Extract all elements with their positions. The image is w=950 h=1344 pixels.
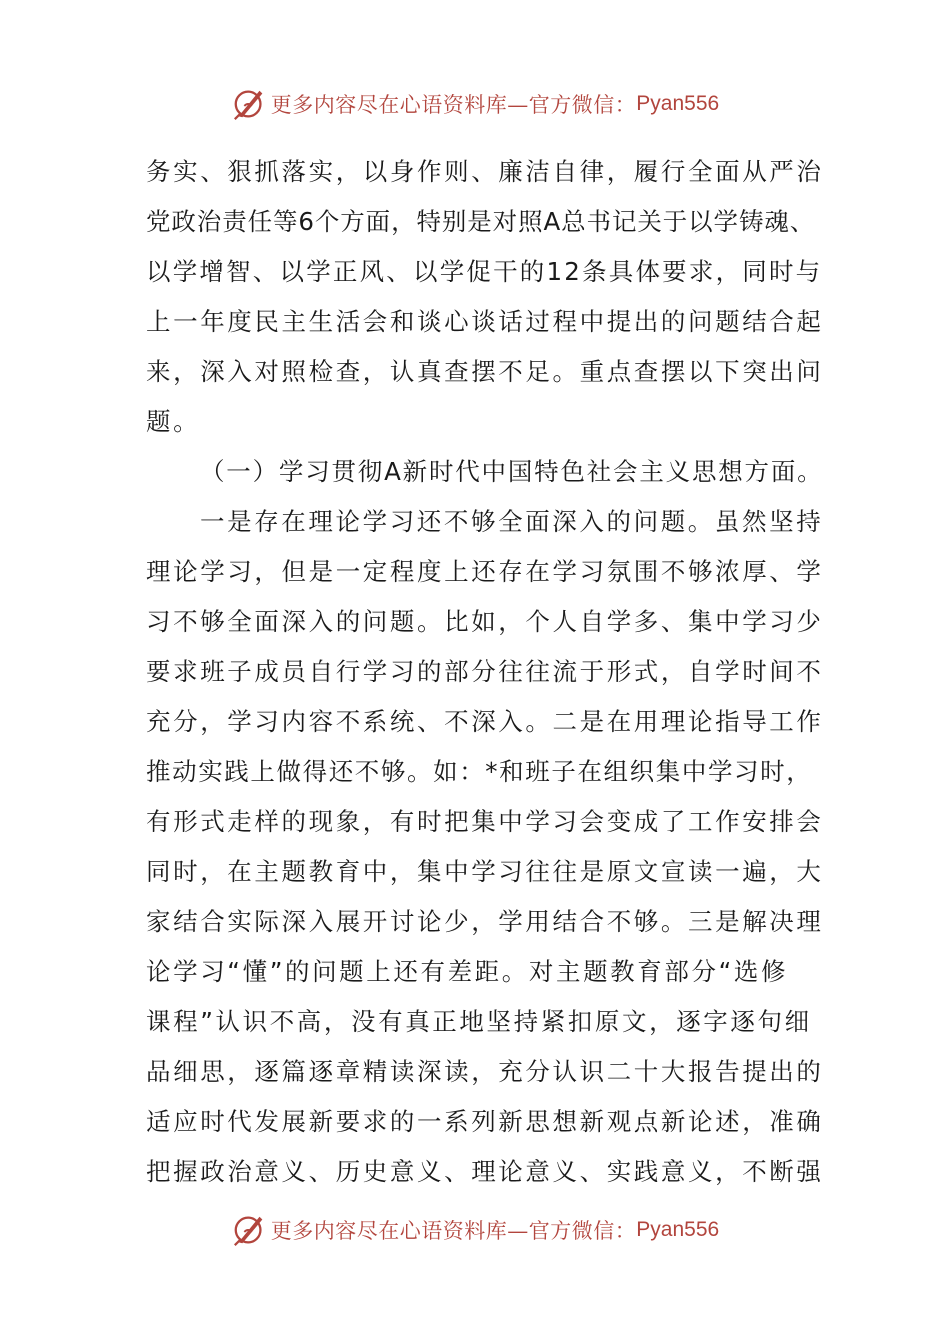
banner-text: 更多内容尽在心语资料库—官方微信： [270, 93, 637, 117]
header-watermark-banner [0, 84, 950, 124]
section-heading: （一）学习贯彻A新时代中国特色社会主义思想方面。 [200, 457, 824, 486]
text-line: 有形式走样的现象，有时把集中学习会变成了工作安排会 [146, 807, 824, 836]
text-line: 上一年度民主生活会和谈心谈话过程中提出的问题结合起 [146, 307, 824, 336]
text-line: 品细思，逐篇逐章精读深读，充分认识二十大报告提出的 [146, 1057, 824, 1086]
text-line: 要求班子成员自行学习的部分往往流于形式，自学时间不 [146, 657, 824, 686]
text-line: 把握政治意义、历史意义、理论意义、实践意义，不断强 [146, 1157, 824, 1186]
banner-wechat-id: Pyan556 [636, 92, 720, 115]
text-line: 适应时代发展新要求的一系列新思想新观点新论述，准确 [146, 1107, 824, 1136]
text-line: 理论学习，但是一定程度上还存在学习氛围不够浓厚、学 [146, 557, 824, 586]
footer-watermark-banner [0, 1210, 950, 1250]
banner-text: 更多内容尽在心语资料库—官方微信： [270, 1219, 637, 1243]
text-line: 党政治责任等6个方面，特别是对照A总书记关于以学铸魂、 [146, 207, 816, 236]
text-line: 以学增智、以学正风、以学促干的12条具体要求，同时与 [146, 257, 823, 286]
text-line: 题。 [146, 407, 201, 436]
text-line: 习不够全面深入的问题。比如，个人自学多、集中学习少 [146, 607, 824, 636]
text-line: 充分，学习内容不系统、不深入。二是在用理论指导工作 [146, 707, 824, 736]
text-line: 家结合实际深入展开讨论少，学用结合不够。三是解决理 [146, 907, 824, 936]
quill-seal-icon [231, 85, 269, 123]
text-line: 推动实践上做得还不够。如：*和班子在组织集中学习时， [146, 757, 813, 786]
text-line: 同时，在主题教育中，集中学习往往是原文宣读一遍，大 [146, 857, 824, 886]
text-line: 论学习“懂”的问题上还有差距。对主题教育部分“选修 [146, 957, 789, 986]
quill-seal-icon [231, 1211, 269, 1249]
text-line: 务实、狠抓落实，以身作则、廉洁自律，履行全面从严治 [146, 157, 824, 186]
banner-wechat-id: Pyan556 [636, 1218, 720, 1241]
text-line: 课程”认识不高，没有真正地坚持紧扣原文，逐字逐句细 [146, 1007, 812, 1036]
document-body [146, 147, 824, 1197]
text-line: 一是存在理论学习还不够全面深入的问题。虽然坚持 [200, 507, 824, 536]
text-line: 来，深入对照检查，认真查摆不足。重点查摆以下突出问 [146, 357, 824, 386]
